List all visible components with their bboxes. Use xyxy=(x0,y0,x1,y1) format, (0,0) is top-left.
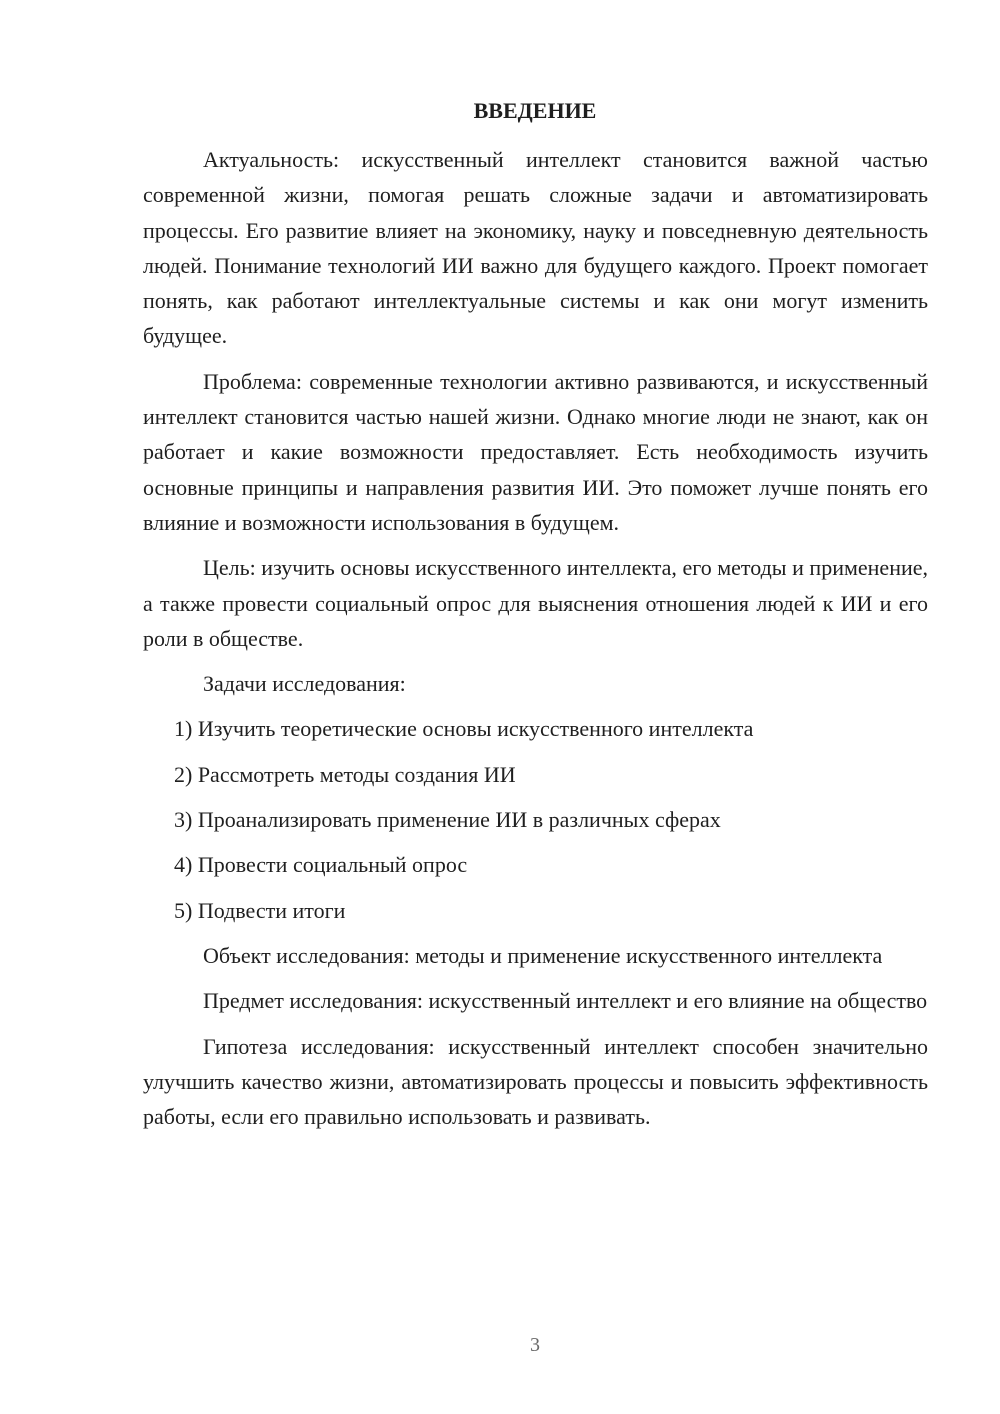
problem-paragraph: Проблема: современные технологии активно развиваются, и искусственный интеллект становится частью нашей жизни. Однако многие люди не знают, как он работает и какие возможности предоставляет. Есть необходимость изучить основные принципы и направления развития ИИ. Это поможет лучше понять его влияние и возможности использования в будущем. xyxy=(143,368,928,535)
document-body xyxy=(143,142,928,1144)
list-item: 5) Подвести итоги xyxy=(174,897,346,923)
goal-paragraph: Цель: изучить основы искусственного интеллекта, его методы и применение, а также провести социальный опрос для выяснения отношения людей к ИИ и его роли в обществе. xyxy=(143,555,928,651)
subject-paragraph: Предмет исследования: искусственный интеллект и его влияние на общество xyxy=(203,988,928,1014)
list-item: 4) Провести социальный опрос xyxy=(174,852,468,878)
section-title: ВВЕДЕНИЕ xyxy=(473,98,597,123)
list-item: 1) Изучить теоретические основы искусственного интеллекта xyxy=(174,716,754,742)
relevance-paragraph: Актуальность: искусственный интеллект становится важной частью современной жизни, помогая решать сложные задачи и автоматизировать процессы. Его развитие влияет на экономику, науку и повседневную деятельность людей. Понимание технологий ИИ важно для будущего каждого. Проект помогает понять, как работают интеллектуальные системы и как они могут изменить будущее. xyxy=(143,147,928,349)
object-paragraph: Объект исследования: методы и применение искусственного интеллекта xyxy=(203,942,883,968)
list-item: 3) Проанализировать применение ИИ в различных сферах xyxy=(174,807,721,833)
tasks-heading: Задачи исследования: xyxy=(203,671,406,697)
tasks-list xyxy=(143,711,928,927)
page-number: 3 xyxy=(530,1334,540,1356)
hypothesis-paragraph: Гипотеза исследования: искусственный интеллект способен значительно улучшить качество жизни, автоматизировать процессы и повысить эффективность работы, если его правильно использовать и развивать. xyxy=(143,1033,928,1130)
list-item: 2) Рассмотреть методы создания ИИ xyxy=(174,761,516,787)
